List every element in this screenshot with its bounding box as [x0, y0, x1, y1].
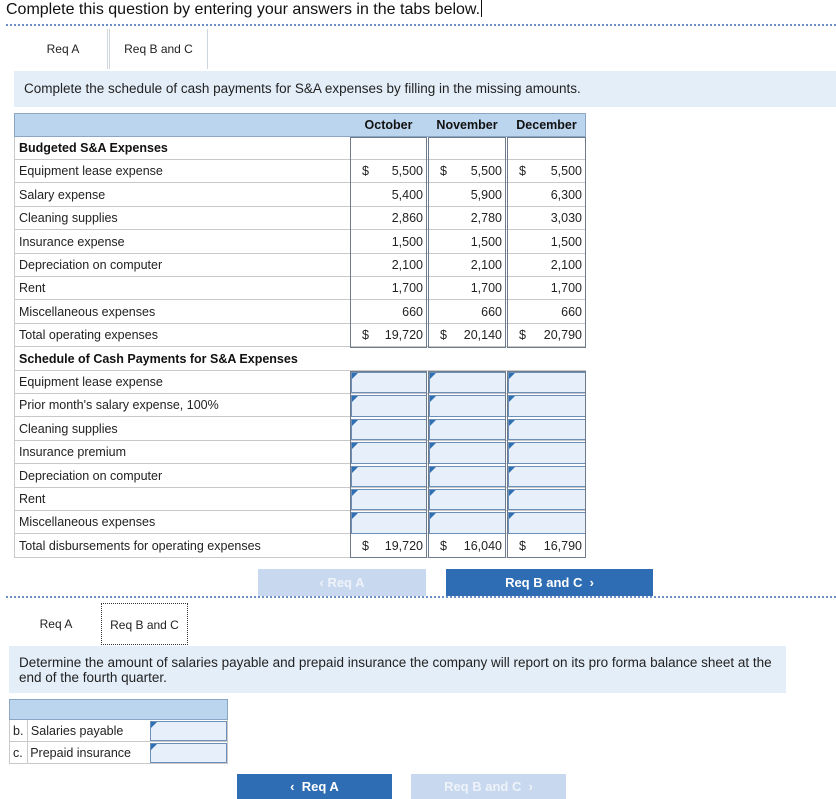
cell-value: 20,140 — [463, 328, 502, 343]
cell-value: 1,700 — [391, 281, 423, 296]
next-button-req-b-and-c[interactable]: Req B and C › — [411, 774, 566, 799]
question-heading: Complete this question by entering your answers in the tabs below. — [6, 1, 481, 18]
row-label: Miscellaneous expenses — [19, 304, 156, 319]
tab-req-b-and-c[interactable]: Req B and C — [109, 29, 208, 69]
row-label: Prior month's salary expense, 100% — [19, 398, 219, 413]
cell-value: 5,500 — [470, 164, 502, 179]
currency-symbol: $ — [519, 328, 526, 343]
cell-value: 5,900 — [470, 187, 502, 202]
row-label: Miscellaneous expenses — [19, 515, 156, 530]
row-label: Insurance expense — [19, 234, 125, 249]
section-title-budgeted: Budgeted S&A Expenses — [19, 141, 168, 155]
column-header-october: October — [364, 118, 413, 132]
divider — [6, 24, 836, 26]
cell-value: 1,700 — [470, 281, 502, 296]
salaries-payable-input[interactable] — [150, 721, 227, 741]
balance-header — [9, 699, 228, 720]
section-title-cash-payments: Schedule of Cash Payments for S&A Expenses — [19, 351, 298, 366]
cell-value: 1,500 — [391, 234, 423, 249]
prev-button-req-a[interactable]: ‹ Req A — [237, 774, 392, 799]
column-border — [507, 371, 586, 558]
cell-value: 660 — [402, 304, 423, 319]
currency-symbol: $ — [440, 538, 447, 553]
cell-value: 660 — [481, 304, 502, 319]
currency-symbol: $ — [362, 164, 369, 179]
currency-symbol: $ — [440, 164, 447, 179]
prev-button-req-a[interactable]: ‹ Req A — [258, 569, 426, 596]
prepaid-insurance-input[interactable] — [150, 743, 227, 763]
currency-symbol: $ — [362, 538, 369, 553]
row-label: Rent — [19, 492, 46, 506]
cell-value: 20,790 — [543, 328, 582, 343]
row-label: Cleaning supplies — [19, 421, 118, 436]
column-header-november: November — [436, 118, 498, 132]
cell-value: 2,780 — [470, 211, 502, 226]
cell-value: 5,400 — [391, 187, 423, 202]
tab-req-a[interactable]: Req A — [13, 603, 99, 645]
cell-value: 3,030 — [550, 211, 582, 226]
row-label: Cleaning supplies — [19, 211, 118, 226]
cell-value: 660 — [561, 304, 582, 319]
cell-value: 1,500 — [550, 234, 582, 249]
balance-label: c. Prepaid insurance — [13, 746, 131, 760]
cell-value: 1,700 — [550, 281, 582, 296]
cell-value: 5,500 — [391, 164, 423, 179]
next-button-req-b-and-c[interactable]: Req B and C › — [446, 569, 653, 596]
cell-value: 19,720 — [384, 328, 423, 343]
row-label: Depreciation on computer — [19, 258, 163, 272]
currency-symbol: $ — [519, 164, 526, 179]
column-border — [507, 137, 586, 348]
cell-value: 16,790 — [543, 538, 582, 553]
row-label: Rent — [19, 281, 46, 296]
row-label: Total disbursements for operating expenses — [19, 538, 261, 553]
cell-value: 2,100 — [391, 258, 423, 272]
row-label: Total operating expenses — [19, 328, 158, 343]
column-border — [350, 137, 427, 348]
cell-value: 19,720 — [384, 538, 423, 553]
instructions-req-a: Complete the schedule of cash payments for S&A expenses by filling in the missing amounts. — [14, 71, 836, 107]
cell-value: 5,500 — [550, 164, 582, 179]
row-label: Insurance premium — [19, 445, 126, 460]
cell-value: 6,300 — [550, 187, 582, 202]
column-border — [350, 371, 427, 558]
tab-req-a[interactable]: Req A — [19, 29, 108, 69]
cell-value: 2,860 — [391, 211, 423, 226]
row-label: Salary expense — [19, 187, 106, 202]
cell-value: 2,100 — [470, 258, 502, 272]
currency-symbol: $ — [519, 538, 526, 553]
row-label: Equipment lease expense — [19, 375, 163, 389]
column-border — [428, 371, 506, 558]
balance-label: b. Salaries payable — [13, 724, 124, 738]
cell-value: 2,100 — [550, 258, 582, 272]
tab-req-b-and-c[interactable]: Req B and C — [101, 603, 188, 645]
divider — [6, 596, 836, 598]
currency-symbol: $ — [440, 328, 447, 343]
divider — [14, 137, 15, 558]
instructions-req-b-and-c: Determine the amount of salaries payable and prepaid insurance the company will report on its pro forma balance sheet at the end of the fourth quarter. — [9, 646, 786, 693]
column-border — [428, 137, 506, 348]
currency-symbol: $ — [362, 328, 369, 343]
cell-value: 16,040 — [463, 538, 502, 553]
row-label: Depreciation on computer — [19, 468, 163, 483]
column-header-december: December — [516, 118, 577, 132]
cell-value: 1,500 — [470, 234, 502, 249]
row-label: Equipment lease expense — [19, 164, 163, 179]
